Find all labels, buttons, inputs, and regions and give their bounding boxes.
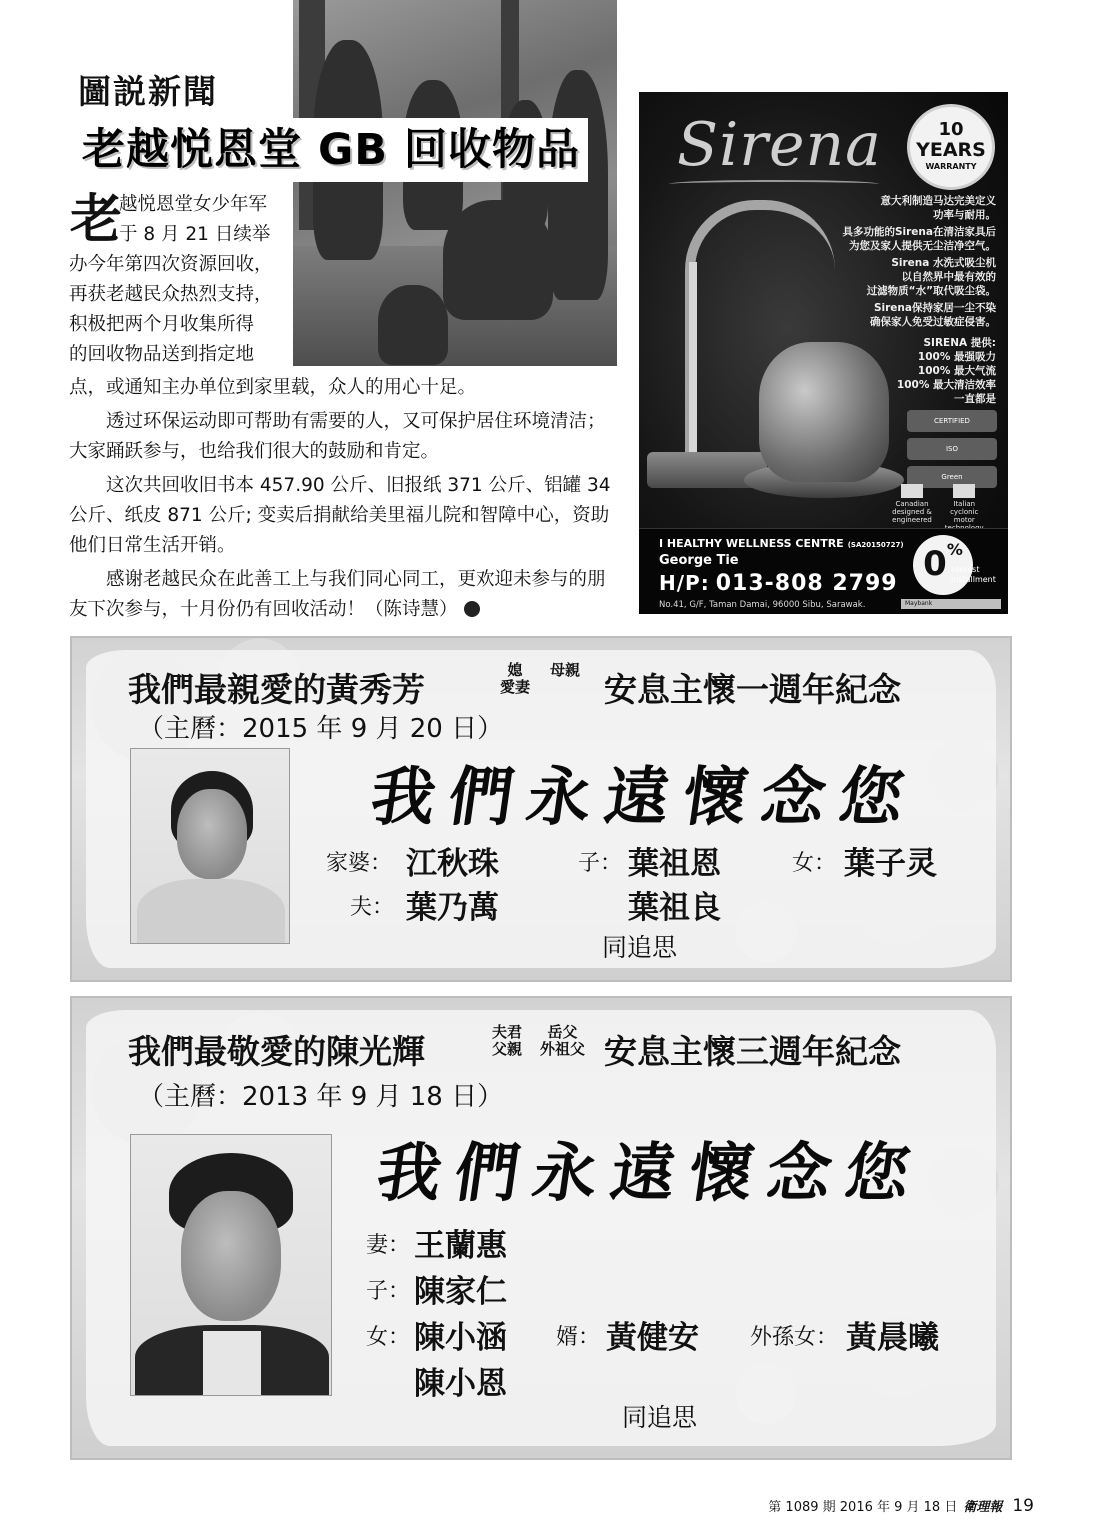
memorial-name-title: 我們最敬愛的陳光輝 [128,1032,425,1071]
canada-flag-icon [901,484,923,498]
news-line: 的回收物品送到指定地 [69,344,255,365]
phone-number: 013-808 2799 [715,571,898,596]
relation-labels [492,1024,522,1058]
italy-flag-text: Italian cyclonic motor [950,500,979,524]
husband-label: 夫： [350,895,395,920]
news-photo [293,0,617,366]
news-section [0,0,630,630]
feature-item: 100% 最大清洁效率 [896,379,996,391]
portrait-face [177,789,247,879]
daughter-label: 女： [366,1325,411,1350]
page-footer [768,1496,1034,1516]
iso-logo: ISO [907,438,997,460]
daughter-name: 陳小恩 [414,1366,507,1402]
feature-item: 一直都是 [954,393,996,405]
ad-contact-name: George Tie [659,553,739,568]
portrait-face [181,1191,281,1321]
author-mark-icon [464,601,480,617]
news-paragraph-2: 透过环保运动即可帮助有需要的人，又可保护居住环境清洁；大家踊跃参与，也给我们很大的鼓励和肯定。 [69,411,606,462]
feature-item: 100% 最强吸力 [917,351,996,363]
news-line: 办今年第四次资源回收， [69,254,273,275]
memorial-date: （主曆：2013 年 9 月 18 日） [138,1082,504,1112]
daughter-label: 女： [792,851,837,876]
publication-name: 衛理報 [963,1500,1003,1515]
news-kicker: 圖説新聞 [78,72,218,111]
son-in-law-name: 黃健安 [606,1320,699,1356]
mother-in-law-name: 江秋珠 [406,846,499,882]
portrait-shirt [137,879,285,944]
features-title: SIRENA 提供: [923,337,996,349]
son-in-law-label: 婿： [556,1325,601,1350]
news-line: 越悦恩堂女少年军 [119,194,268,215]
news-line: 再获老越民众热烈支持， [69,284,273,305]
ad-phone [659,571,898,596]
interest-word: nterest [951,565,980,574]
news-paragraph-1 [69,190,291,370]
son-name: 葉祖恩 [628,846,721,882]
relation-labels [540,1024,585,1058]
brand-swoosh-icon [669,180,879,188]
warranty-badge [907,104,995,190]
relation-label: 外祖父 [540,1040,586,1058]
relation-labels [500,662,530,696]
canada-flag-text: Canadian designed & engineered [892,500,932,524]
daughter-name: 陳小涵 [414,1320,507,1356]
ad-brand: Sirena [677,110,882,180]
daughter-name: 葉子灵 [844,846,937,882]
son-label: 子： [578,851,623,876]
ad-footer [639,528,1008,614]
memorial-name-title: 我們最親愛的黃秀芳 [128,670,425,709]
mother-in-law-label: 家婆： [326,851,393,876]
son-label: 子： [366,1279,411,1304]
husband-name: 葉乃萬 [406,890,499,926]
relation-label: 母親 [550,661,581,679]
memorial-anniversary-title: 安息主懷三週年紀念 [604,1032,901,1071]
granddaughter-label: 外孫女： [750,1325,839,1350]
canada-flag [887,484,937,524]
ad-company [659,537,904,550]
news-line: 点，或通知主办单位到家里载，众人的用心十足。 [69,377,477,398]
italy-flag-icon [953,484,975,498]
memorial-signoff: 同追思 [622,1403,698,1432]
ad-copy [786,194,996,332]
memorial-card-2 [70,996,1012,1460]
relation-label: 媳 [507,661,523,679]
ad-copy-line: 功率与耐用。 [933,209,996,221]
ad-copy-line: Sirena保持家居一尘不染 [873,302,996,314]
ad-copy-line: Sirena 水洗式吸尘机 [891,257,996,269]
ad-address: No.41, G/F, Taman Damai, 96000 Sibu, Sarawak. [659,600,866,610]
feature-item: 100% 最大气流 [917,365,996,377]
news-paragraph-3: 这次共回收旧书本 457.90 公斤、旧报纸 371 公斤、铝罐 34 公斤、纸皮 871 公斤; 变卖后捐献给美里福儿院和智障中心，资助他们日常生活开销。 [69,475,611,556]
ad-copy-line: 确保家人免受过敏症侵害。 [870,316,996,328]
origin-flags [887,484,1002,532]
zero-percent: % [946,540,963,559]
zero-number: 0 [923,544,947,584]
wife-name: 王蘭惠 [414,1228,507,1264]
bank-logo: Maybank [901,599,1001,609]
sirena-advertisement [639,92,1008,614]
installment-word: installment [951,575,996,584]
wife-label: 妻： [366,1233,411,1258]
ad-copy-line: 为您及家人提供无尘洁净空气。 [849,240,996,252]
memorial-slogan: 我們永遠懷念您 [371,1136,929,1211]
portrait-photo [130,748,290,944]
issue-info: 第 1089 期 2016 年 9 月 18 日 [768,1500,958,1515]
ad-copy-line: 过滤物质“水”取代吸尘袋。 [866,285,996,297]
memorial-card-1 [70,636,1012,982]
news-line: 于 8 月 21 日续举 [119,224,271,245]
certification-logos [907,410,997,494]
granddaughter-name: 黃晨曦 [846,1320,939,1356]
photo-person [548,70,608,300]
ad-copy-line: 意大利制造马达完美定义 [880,195,996,207]
badge-number: 10 [938,119,964,140]
ad-copy-line: 以自然界中最有效的 [901,271,996,283]
news-paragraph-4 [69,565,614,625]
relation-label: 夫君 [492,1023,523,1041]
memorial-slogan: 我們永遠懷念您 [365,760,923,835]
company-name: I HEALTHY WELLNESS CENTRE [659,537,844,550]
photo-person [378,285,448,365]
photo-person [443,200,553,320]
certified-logo: CERTIFIED [907,410,997,432]
interest-text [951,565,996,585]
portrait-photo [130,1134,332,1396]
company-reg: (SA20150727) [847,541,904,549]
badge-warranty: WARRANTY [925,162,977,171]
page-number: 19 [1012,1496,1034,1516]
italy-flag [939,484,989,532]
vacuum-body-icon [759,342,889,482]
ad-features [897,336,996,406]
ad-copy-line: 具多功能的Sirena在清洁家具后 [842,226,996,238]
relation-label: 愛妻 [500,678,531,696]
portrait-shirt [203,1331,261,1396]
news-headline: 老越悦恩堂 GB 回收物品 [74,118,588,182]
vacuum-wand-icon [689,262,697,462]
green-logo: Green [907,466,997,488]
relation-label: 岳父 [547,1023,578,1041]
memorial-anniversary-title: 安息主懷一週年紀念 [604,670,901,709]
memorial-date: （主曆：2015 年 9 月 20 日） [138,714,504,744]
son-name: 葉祖良 [628,890,721,926]
badge-years: YEARS [916,139,986,161]
relation-label: 父親 [492,1040,523,1058]
news-dropcap: 老 [70,189,123,250]
memorial-signoff: 同追思 [602,933,678,962]
news-paragraph-4-text: 感谢老越民众在此善工上与我们同心同工，更欢迎未参与的朋友下次参与，十月份仍有回收活动！（陈诗慧） [69,569,606,620]
phone-label: H/P: [659,571,710,595]
news-line: 积极把两个月收集所得 [69,314,255,335]
son-name: 陳家仁 [414,1274,507,1310]
